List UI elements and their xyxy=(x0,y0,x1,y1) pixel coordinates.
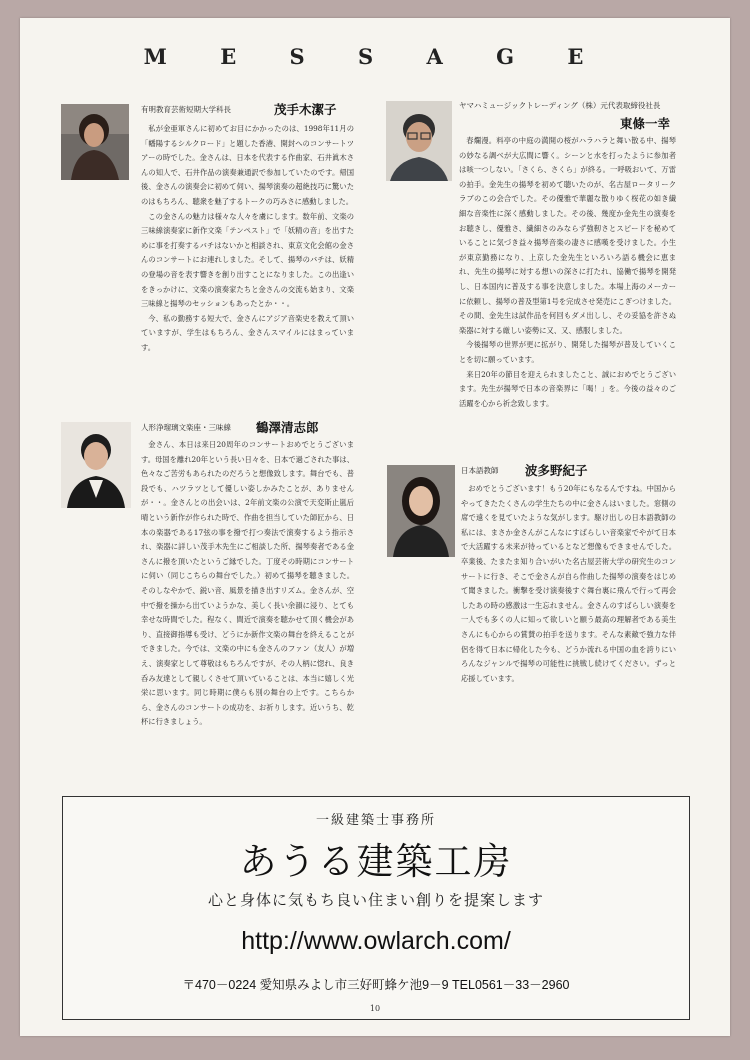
affiliation: ヤマハミュージックトレーディング（株）元代表取締役社長 xyxy=(459,101,661,110)
ad-slogan: 心と身体に気もち良い住まい創りを提案します xyxy=(207,891,544,909)
affiliation: 日本語教師 xyxy=(461,466,499,475)
message-body xyxy=(461,482,676,686)
page xyxy=(20,18,730,1036)
man-portrait-icon xyxy=(386,101,452,181)
ad-url: http://www.owlarch.com/ xyxy=(241,927,511,955)
paragraph: 今後揚琴の世界が更に拡がり、開発した揚琴が普及していくことを切に願っています。 xyxy=(459,340,676,364)
page-title: M E S S A G E xyxy=(143,44,607,69)
affiliation: 有明教育芸術短期大学科長 xyxy=(141,105,231,114)
paragraph: 今、私の勤務する短大で、金さんにアジア音楽史を教えて頂いていますが、学生はもちろん、金さんスマイルにはまっています。 xyxy=(141,313,354,352)
paragraph: 私が金亜軍さんに初めてお目にかかったのは、1998年11月の「幡陽するシルクロード」と題した香港、開封へのコンサートツアーの時でした。金さんは、日本を代表する作曲家、石井眞木さんの知人で、石井作品の演奏兼通訳で参加していたのです。帰国後、金さんの演奏会に初めて伺い、揚琴演奏の超絶技巧に驚いたのはもちろん、聴衆を魅了するトークの巧みさに感動しました。 xyxy=(141,124,354,206)
paragraph: 来日20年の節目を迎えられましたこと、誠におめでとうございます。先生が揚琴で日本の音楽界に「喝！」を。今後の益々のご活躍を心から祈念致します。 xyxy=(459,369,676,408)
advertisement xyxy=(62,796,690,1020)
woman-portrait-icon xyxy=(387,465,455,557)
author-name: 茂手木潔子 xyxy=(274,102,337,117)
author-name: 鶴澤清志郎 xyxy=(256,420,319,435)
author-name: 波多野紀子 xyxy=(525,463,588,478)
woman-portrait-icon xyxy=(61,104,129,180)
portrait-photo xyxy=(386,101,452,181)
affiliation: 人形浄瑠璃文楽座・三味線 xyxy=(141,423,231,432)
message-body xyxy=(141,122,354,356)
author-name: 東條一幸 xyxy=(620,116,671,131)
portrait-photo xyxy=(61,104,129,180)
message-body xyxy=(459,134,676,411)
ad-kicker: 一級建築士事務所 xyxy=(315,813,436,828)
paragraph: この金さんの魅力は様々な人々を虜にします。数年前、文楽の三味線演奏家に新作文楽「テンペスト」で「妖精の音」を出すために事を打奏するバチはないかと相談され、東京文化会館の金さんのコンサートにお連れしました。そして、揚琴のバチは、妖精の登場の音を表す響きを創り出すことになりました。この出逢いをきっかけに、文楽の演奏家たちと金さんの交流も始まり、文楽三味線と揚琴のセッションもあったとか・・。 xyxy=(141,211,354,309)
paragraph: 春爛漫。料亭の中庭の満開の桜がハラハラと舞い散る中、揚琴の妙なる調べが大広間に響く。シーンと水を打ったように参加者は咳一つしない。「さくら、さくら」が終る。一呼吸おいて、万雷の拍手。金先生の揚琴を初めて聴いたのが、名古屋ロータリークラブのこの会合でした。その優雅で華麗な散りゆく桜花の如き繊細な音楽性に深く感動しました。その後、幾度か金先生の演奏をお聴きし、優雅さ、繊細さのみならず強靭さとスピードを秘めていることに気づき益々揚琴音楽の凄さに感嘆を受けました。小生が東京勤務になり、上京した金先生といろいろ語る機会に恵まれ、先生の揚琴に対する想いの深さに打たれ、協働で揚琴を開発し、日本国内に普及する事を決意しました。本場上海のメーカーに依頼し、揚琴の普及型第1号を完成させ発売にこぎつけました。その間、金先生は試作品を何回もダメ出しし、その妥協を許さぬ楽器に対する厳しい姿勢に又、又、感服しました。 xyxy=(459,136,676,335)
ad-company-name: あうる建築工房 xyxy=(239,840,513,883)
message-body xyxy=(141,438,354,730)
man-portrait-icon xyxy=(61,422,131,508)
paragraph: 金さん、本日は来日20周年のコンサートおめでとうございます。母国を離れ20年という長い日々を、日本で過ごされた事は、色々なご苦労もあられたのだろうと想像致します。舞台でも、普段でも、ハツラツとして優しい姿しかみたことが、ありませんが・・。金さんとの出会いは、2年前文楽の公演で天変斯止嵐后晴という新作が作られた時で、作曲を担当していた師匠から、日本の楽器である17弦の事を撥で打つ奏法で演奏するよう指示され、楽器に詳しい茂手木先生にご相談した所、揚琴奏者である金さんに撥を頂いたというご縁でした。丁度その時期にコンサートに伺い（同じこちらの舞台でした。）初めて揚琴を聴きました。そのしなやかで、鋭い音、風景を描き出すリズム。金さんが、空中で撥を操から出ていようかな、美しく長い余韻に浸り、とても幸せな時間でした。程なく、間近で演奏を聴かせて頂く機会があり、直接御指導も受け、どうにか新作文楽の舞台を終えることができました。今では、文楽の中にも金さんのファン（友人）が増え、演奏家として尊敬はもちろんですが、その人柄に惚れ、良き呑み友達として親しくさせて頂いていることは、本当に嬉しく光栄に思います。同じ時期に僕らも別の舞台の上です。こちらから、金さんのコンサートの成功を、お祈りします。近いうち、乾杯に行きましょう。 xyxy=(141,440,355,727)
portrait-photo xyxy=(61,422,131,508)
ad-address: 〒470－0224 愛知県みよし市三好町蜂ケ池9－9 TEL0561－33－2960 xyxy=(182,978,570,992)
portrait-photo xyxy=(387,465,455,557)
page-number: 10 xyxy=(369,1004,381,1013)
paragraph: おめでとうございます！もう20年にもなるんですね。中国からやってきたたくさんの学生たちの中に金さんはいました。窓側の席で遠くを見ていたような気がします。駆け出しの日本語教師の私には、まさか金さんがこんなにすばらしい音楽家でやがて日本で大活躍する未来が待っているとなど想像もできませんでした。卒業後、たまたま知り合いがいた名古屋芸術大学の研究生のコンサートに行き、そこで金さんが自ら作曲した揚琴の演奏をはじめて聞きました。衝撃を受け演奏後すぐ舞台裏に飛んで行って再会したあの時の感激は一生忘れません。金さんのすばらしい演奏を一人でも多くの人に知って欲しいと願う最高の理解者である美生さんにも心からの賞賛の拍手を送ります。そんな素敵で強力な伴侶を得て日本に帰化した今も、どうか流れる中国の血を誇りにいろんなジャンルで揚琴の可能性に挑戦し続けてください。ずっと応援しています。 xyxy=(461,484,676,683)
